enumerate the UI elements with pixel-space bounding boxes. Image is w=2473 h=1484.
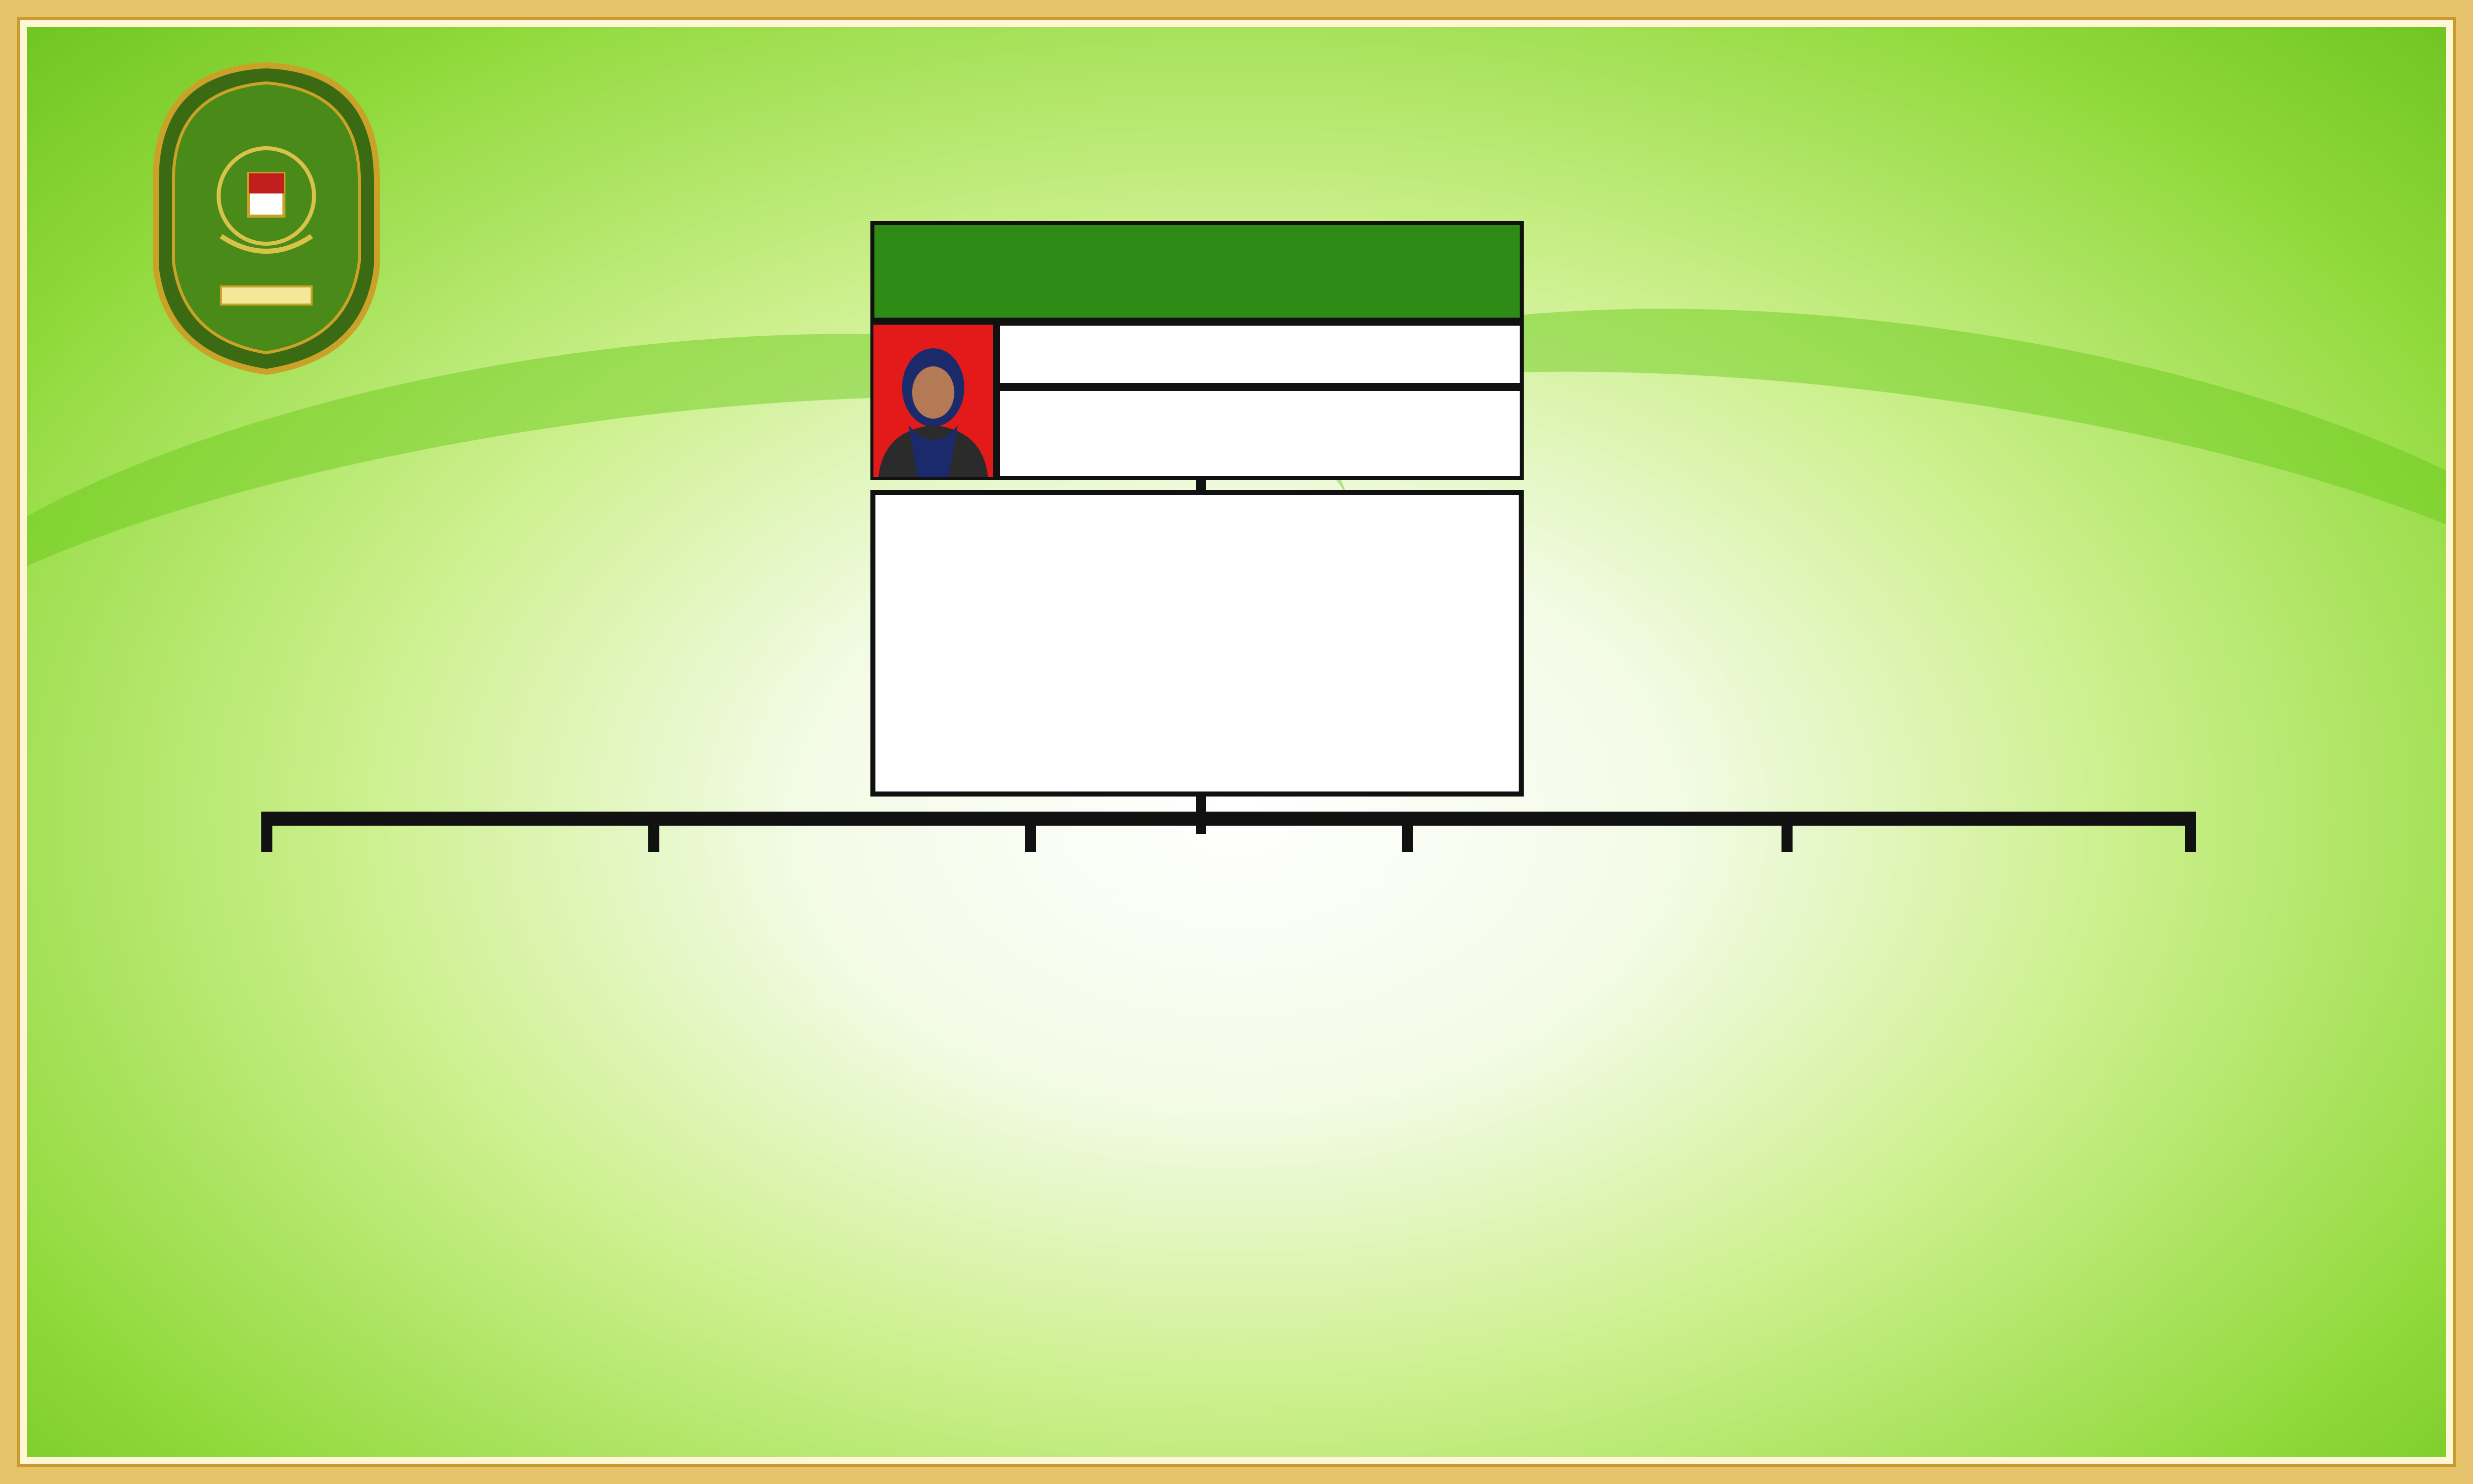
head-position-header bbox=[870, 221, 1524, 322]
head-photo bbox=[870, 322, 996, 480]
connector-head bbox=[1196, 480, 1206, 490]
court-emblem-logo bbox=[146, 55, 387, 377]
connector-horizontal bbox=[261, 812, 2196, 826]
connector-drop bbox=[1025, 812, 1036, 852]
head-tugas-box bbox=[996, 387, 1524, 480]
head-portrait-icon bbox=[873, 325, 993, 477]
head-name-box bbox=[996, 322, 1524, 387]
head-duties-box bbox=[870, 490, 1524, 797]
connector-drop bbox=[1402, 812, 1413, 852]
connector-drop bbox=[2185, 812, 2196, 852]
connector-drop bbox=[1782, 812, 1793, 852]
connector-drop bbox=[648, 812, 659, 852]
connector-drop bbox=[261, 812, 272, 852]
